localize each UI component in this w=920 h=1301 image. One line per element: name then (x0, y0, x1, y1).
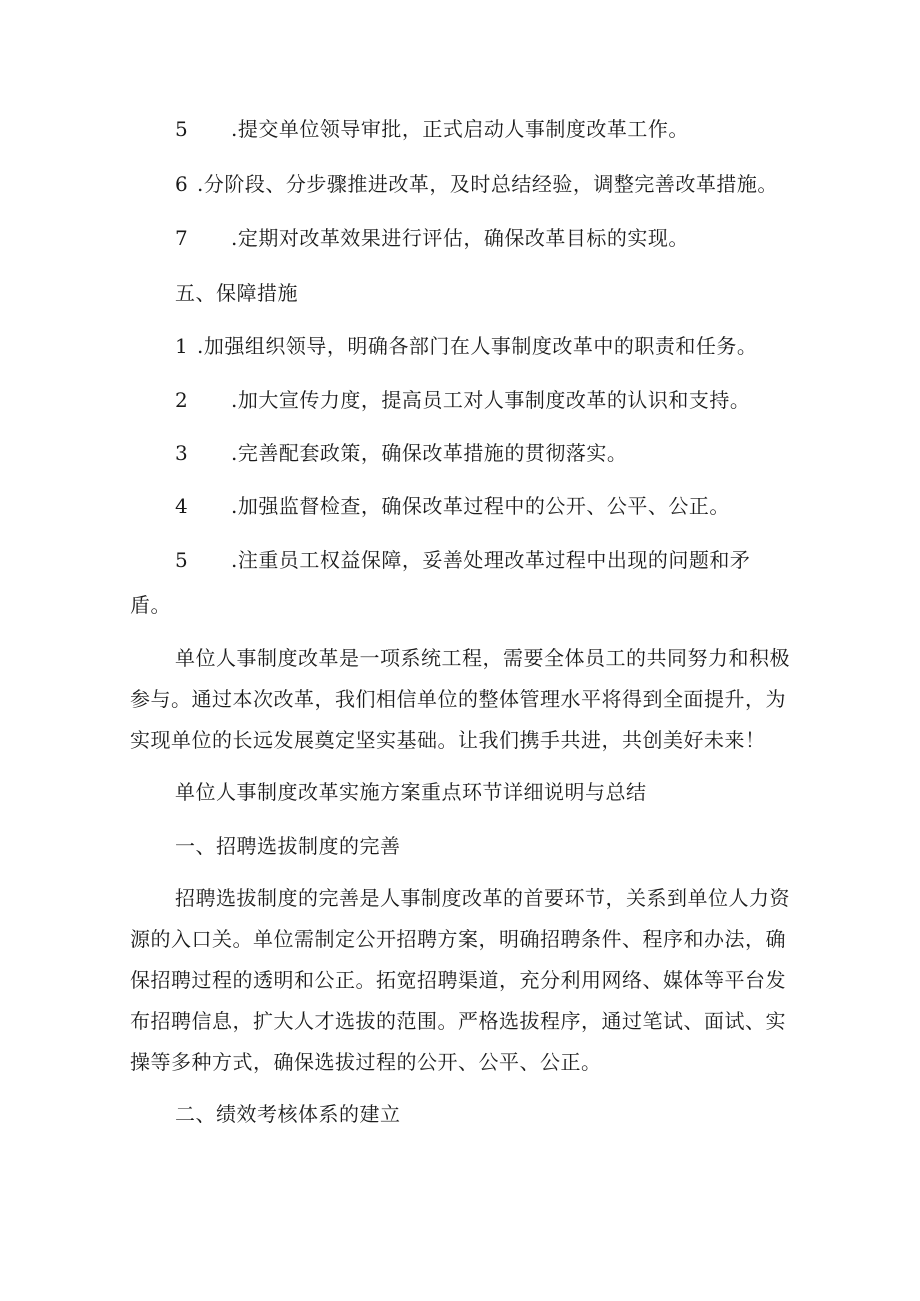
measure-number: 5 (175, 548, 189, 572)
step-text: .定期对改革效果进行评估，确保改革目标的实现。 (231, 226, 689, 250)
measure-text: .加强监督检查，确保改革过程中的公开、公平、公正。 (231, 494, 730, 518)
closing-paragraph-line: 单位人事制度改革是一项系统工程，需要全体员工的共同努力和积极 (175, 646, 790, 670)
step-item-7 (175, 228, 689, 248)
section1-paragraph-line: 招聘选拔制度的完善是人事制度改革的首要环节，关系到单位人力资 (175, 886, 790, 910)
section-heading-2: 二、绩效考核体系的建立 (175, 1102, 401, 1126)
measure-number: 1 (175, 334, 189, 358)
step-text: .提交单位领导审批，正式启动人事制度改革工作。 (231, 117, 689, 141)
section-heading-5: 五、保障措施 (175, 281, 298, 305)
step-item-5 (175, 119, 689, 139)
step-text: .分阶段、分步骤推进改革，及时总结经验，调整完善改革措施。 (197, 172, 778, 196)
measure-item-2 (175, 390, 750, 410)
measure-item-3 (175, 443, 627, 463)
section-heading-1: 一、招聘选拔制度的完善 (175, 834, 401, 858)
measure-number: 4 (175, 494, 189, 518)
measure-item-5 (175, 550, 750, 570)
closing-paragraph-line: 实现单位的长远发展奠定坚实基础。让我们携手共进，共创美好未来！ (130, 728, 766, 752)
measure-text: .加大宣传力度，提高员工对人事制度改革的认识和支持。 (231, 388, 751, 412)
measure-item-1 (175, 336, 757, 356)
step-number: 7 (175, 226, 189, 250)
section1-paragraph-line: 布招聘信息，扩大人才选拔的范围。严格选拔程序，通过笔试、面试、实 (130, 1009, 786, 1033)
section1-paragraph-line: 操等多种方式，确保选拔过程的公开、公平、公正。 (130, 1050, 602, 1074)
measure-item-5-continuation: 盾。 (130, 593, 171, 617)
step-item-6 (175, 174, 778, 194)
measure-text: .加强组织领导，明确各部门在人事制度改革中的职责和任务。 (197, 334, 758, 358)
section1-paragraph-line: 源的入口关。单位需制定公开招聘方案，明确招聘条件、程序和办法，确 (130, 927, 786, 951)
step-number: 5 (175, 117, 189, 141)
summary-title: 单位人事制度改革实施方案重点环节详细说明与总结 (175, 780, 647, 804)
section1-paragraph-line: 保招聘过程的透明和公正。拓宽招聘渠道，充分利用网络、媒体等平台发 (130, 968, 786, 992)
step-number: 6 (175, 172, 189, 196)
closing-paragraph-line: 参与。通过本次改革，我们相信单位的整体管理水平将得到全面提升，为 (130, 687, 786, 711)
measure-item-4 (175, 496, 730, 516)
measure-number: 3 (175, 441, 189, 465)
measure-text: .注重员工权益保障，妥善处理改革过程中出现的问题和矛 (231, 548, 751, 572)
measure-number: 2 (175, 388, 189, 412)
measure-text: .完善配套政策，确保改革措施的贯彻落实。 (231, 441, 628, 465)
